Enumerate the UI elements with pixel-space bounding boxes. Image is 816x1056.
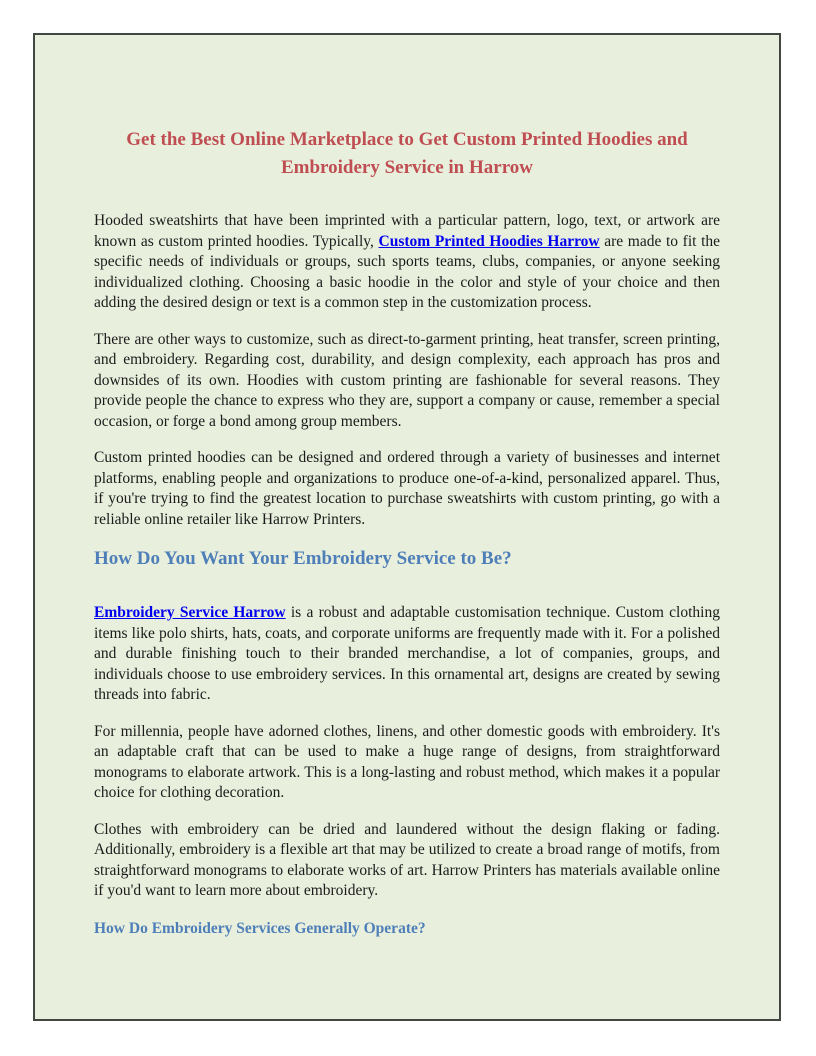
paragraph-4 bbox=[94, 603, 720, 706]
paragraph-1-text-pre: Hooded sweatshirts that have been imprinted with a particular pattern, logo, text, or artwork are known as custom printed hoodies. Typically, bbox=[94, 212, 720, 250]
document-title: Get the Best Online Marketplace to Get Custom Printed Hoodies and Embroidery Service in Harrow bbox=[126, 129, 688, 178]
paragraph-2: There are other ways to customize, such as direct-to-garment printing, heat transfer, screen printing, and embroidery. Regarding cost, durability, and design complexity, each approach has pros and downsides of its own. Hoodies with custom printing are fashionable for several reasons. They provide people the chance to express who they are, support a company or cause, remember a special occasion, or forge a bond among group members. bbox=[94, 330, 720, 430]
paragraph-3: Custom printed hoodies can be designed and ordered through a variety of businesses and internet platforms, enabling people and organizations to produce one-of-a-kind, personalized apparel. Thus, if you're trying to find the greatest location to purchase sweatshirts with custom printing, go with a reliable online retailer like Harrow Printers. bbox=[94, 449, 720, 528]
paragraph-5: For millennia, people have adorned clothes, linens, and other domestic goods with embroidery. It's an adaptable craft that can be used to make a huge range of designs, from straightforward monograms to elaborate artwork. This is a long-lasting and robust method, which makes it a popular choice for clothing decoration. bbox=[94, 722, 720, 801]
paragraph-4-text-post: is a robust and adaptable customisation technique. Custom clothing items like polo shirts, hats, coats, and corporate uniforms are frequently made with it. For a polished and durable finishing touch to their branded merchandise, a lot of companies, groups, and individuals choose to use embroidery services. In this ornamental art, designs are created by sewing threads into fabric. bbox=[94, 604, 720, 703]
paragraph-1-text-post: are made to fit the specific needs of individuals or groups, such sports teams, clubs, companies, or anyone seeking individualized clothing. Choosing a basic hoodie in the color and style of your choice and then adding the desired design or text is a common step in the customization process. bbox=[94, 232, 721, 311]
section-heading-how-services-operate: How Do Embroidery Services Generally Operate? bbox=[94, 919, 426, 937]
paragraph-1 bbox=[94, 211, 720, 314]
link-custom-printed-hoodies-harrow[interactable]: Custom Printed Hoodies Harrow bbox=[378, 232, 600, 250]
link-embroidery-service-harrow[interactable]: Embroidery Service Harrow bbox=[94, 604, 286, 621]
paragraph-6: Clothes with embroidery can be dried and laundered without the design flaking or fading. Additionally, embroidery is a flexible art that may be utilized to create a broad range of motifs, from straightforward monograms to elaborate works of art. Harrow Printers has materials available online if you'd want to learn more about embroidery. bbox=[94, 820, 720, 899]
page-sheet bbox=[33, 33, 781, 1021]
section-heading-embroidery-service: How Do You Want Your Embroidery Service to Be? bbox=[94, 548, 512, 569]
